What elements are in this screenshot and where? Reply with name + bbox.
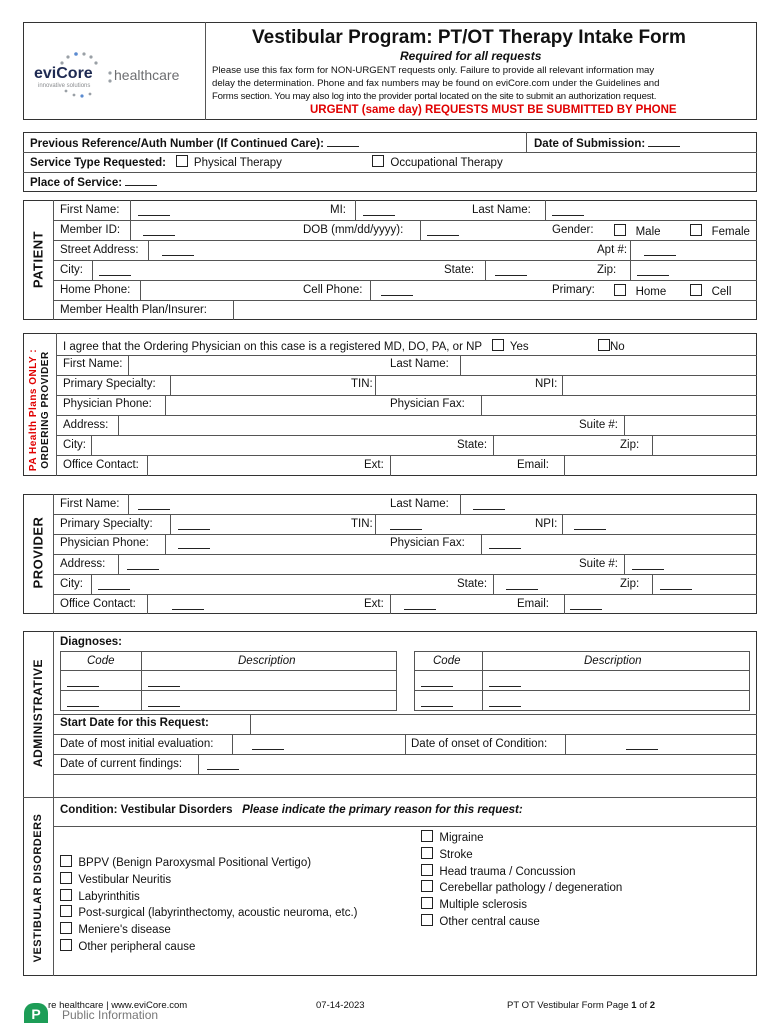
condition-stroke[interactable]	[421, 847, 622, 864]
footer-date: 07-14-2023	[316, 1000, 365, 1011]
menieres-label: Meniere's disease	[78, 924, 171, 937]
ord-phone-label: Physician Phone:	[63, 398, 152, 410]
logo-suffix: healthcare	[114, 67, 180, 83]
footer-page-prefix: PT OT Vestibular Form Page	[507, 1000, 632, 1011]
patient-gender-male	[614, 224, 661, 238]
other-peripheral-checkbox[interactable]	[60, 939, 72, 951]
post-surgical-label: Post-surgical (labyrinthectomy, acoustic neuroma, etc.)	[78, 907, 358, 920]
prov-tin-label: TIN:	[351, 518, 373, 530]
ord-ext-label: Ext:	[364, 459, 384, 471]
condition-other-peripheral[interactable]	[60, 939, 357, 956]
place-of-service-label: Place of Service:	[30, 177, 123, 189]
patient-mi-input[interactable]	[363, 205, 395, 216]
patient-dob-input[interactable]	[427, 225, 459, 236]
agree-yes-label: Yes	[509, 341, 529, 353]
patient-street-input[interactable]	[162, 245, 194, 256]
patient-gender-label: Gender:	[552, 224, 594, 236]
patient-cell-phone-input[interactable]	[381, 285, 413, 296]
submission-date-field[interactable]	[534, 136, 680, 150]
condition-head-trauma[interactable]	[421, 864, 622, 881]
prov-state-input[interactable]	[506, 579, 538, 590]
vestibular-section-label: VESTIBULAR DISORDERS	[32, 813, 44, 963]
logo-tagline: innovative solutions	[38, 83, 91, 89]
ord-email-label: Email:	[517, 459, 549, 471]
male-label: Male	[635, 226, 661, 238]
head-trauma-checkbox[interactable]	[421, 864, 433, 876]
dx-left-code-2[interactable]	[67, 696, 99, 707]
initial-eval-label: Date of most initial evaluation:	[60, 738, 214, 750]
ord-state-label: State:	[457, 439, 488, 451]
patient-gender-female	[690, 224, 750, 238]
head-trauma-label: Head trauma / Concussion	[439, 865, 576, 878]
ord-address-label: Address:	[63, 419, 109, 431]
patient-state-input[interactable]	[495, 265, 527, 276]
ordering-agree-row	[63, 339, 529, 353]
occupational-therapy-label: Occupational Therapy	[390, 157, 503, 169]
dx-right-code-header: Code	[433, 655, 461, 667]
onset-label: Date of onset of Condition:	[411, 738, 548, 750]
vestibular-neuritis-label: Vestibular Neuritis	[78, 873, 172, 886]
stroke-label: Stroke	[439, 848, 473, 861]
vestibular-heading	[60, 804, 523, 816]
place-of-service-field[interactable]	[30, 175, 157, 189]
male-checkbox[interactable]	[614, 224, 626, 236]
ord-suite-label: Suite #:	[579, 419, 618, 431]
agree-no-label: No	[610, 341, 625, 353]
prov-city-input[interactable]	[98, 579, 130, 590]
intro-line-1: Please use this fax form for NON-URGENT requests only. Failure to provide all relevant information may	[212, 65, 655, 76]
condition-cerebellar[interactable]	[421, 880, 622, 897]
agree-no-checkbox[interactable]	[598, 339, 610, 351]
patient-street-label: Street Address:	[60, 244, 139, 256]
urgent-notice: URGENT (same day) REQUESTS MUST BE SUBMITTED BY PHONE	[310, 104, 677, 116]
patient-zip-input[interactable]	[637, 265, 669, 276]
form-title: Vestibular Program: PT/OT Therapy Intake Form	[252, 27, 686, 48]
ot-option	[372, 155, 503, 169]
ord-npi-label: NPI:	[535, 378, 558, 390]
condition-migraine[interactable]	[421, 830, 622, 847]
prov-specialty-input[interactable]	[178, 519, 210, 530]
patient-member-id-input[interactable]	[143, 225, 175, 236]
prov-fax-label: Physician Fax:	[390, 537, 465, 549]
labyrinthitis-label: Labyrinthitis	[78, 890, 140, 903]
dx-left-code-header: Code	[87, 655, 115, 667]
prov-zip-label: Zip:	[620, 578, 640, 590]
ord-zip-label: Zip:	[620, 439, 640, 451]
public-information-label: Public Information	[62, 1008, 159, 1022]
current-findings-label: Date of current findings:	[60, 758, 183, 770]
patient-city-input[interactable]	[99, 265, 131, 276]
footer-page-total: 2	[649, 1000, 656, 1011]
home-label: Home	[635, 286, 667, 298]
start-date-label: Start Date for this Request:	[60, 717, 209, 729]
prov-last-name-input[interactable]	[473, 499, 505, 510]
prov-first-name-label: First Name:	[60, 498, 120, 510]
primary-cell-option	[690, 284, 731, 298]
onset-input[interactable]	[626, 739, 658, 750]
condition-other-central[interactable]	[421, 914, 622, 931]
ord-first-name-label: First Name:	[63, 358, 123, 370]
administrative-section-label: ADMINISTRATIVE	[31, 658, 45, 768]
ordering-provider-label: ORDERING PROVIDER	[40, 351, 51, 469]
patient-last-name-input[interactable]	[552, 205, 584, 216]
prov-city-label: City:	[60, 578, 83, 590]
prov-phone-input[interactable]	[178, 538, 210, 549]
prov-state-label: State:	[457, 578, 488, 590]
patient-plan-label: Member Health Plan/Insurer:	[60, 304, 208, 316]
footer-company: re healthcare | www.eviCore.com	[48, 1000, 188, 1011]
patient-apt-label: Apt #:	[597, 244, 628, 256]
peripheral-list	[60, 855, 357, 956]
prov-phone-label: Physician Phone:	[60, 537, 149, 549]
physical-therapy-checkbox[interactable]	[176, 155, 188, 167]
multiple-sclerosis-label: Multiple sclerosis	[439, 899, 527, 912]
footer-page-of: of	[636, 1000, 650, 1011]
condition-labyrinthitis[interactable]	[60, 889, 357, 906]
prov-suite-label: Suite #:	[579, 558, 618, 570]
ord-specialty-label: Primary Specialty:	[63, 378, 156, 390]
dx-right-description-header: Description	[584, 655, 642, 667]
ordering-side-label	[28, 340, 52, 480]
dx-left-desc-2[interactable]	[148, 696, 180, 707]
service-type-row	[30, 155, 282, 169]
home-checkbox[interactable]	[614, 284, 626, 296]
condition-post-surgical[interactable]	[60, 905, 357, 922]
prov-first-name-input[interactable]	[138, 499, 170, 510]
footer-page-num: 1	[631, 1000, 637, 1011]
patient-home-phone-label: Home Phone:	[60, 284, 131, 296]
vestibular-heading-italic: Please indicate the primary reason for this request:	[242, 804, 523, 816]
prov-address-input[interactable]	[127, 559, 159, 570]
multiple-sclerosis-checkbox[interactable]	[421, 897, 433, 909]
condition-bppv[interactable]	[60, 855, 357, 872]
patient-apt-input[interactable]	[644, 245, 676, 256]
diagnosis-table-right	[414, 651, 750, 711]
menieres-checkbox[interactable]	[60, 922, 72, 934]
ord-fax-label: Physician Fax:	[390, 398, 465, 410]
prev-ref-field[interactable]	[30, 136, 359, 150]
current-findings-input[interactable]	[207, 759, 239, 770]
service-type-label: Service Type Requested:	[30, 157, 166, 169]
submission-label: Date of Submission:	[534, 138, 646, 150]
vestibular-heading-bold: Condition: Vestibular Disorders	[60, 804, 233, 816]
prov-contact-input[interactable]	[172, 599, 204, 610]
prov-ext-input[interactable]	[404, 599, 436, 610]
patient-last-name-label: Last Name:	[472, 204, 531, 216]
pa-plans-only-label: PA Health Plans ONLY :	[28, 348, 39, 472]
condition-vestibular-neuritis[interactable]	[60, 872, 357, 889]
prov-ext-label: Ext:	[364, 598, 384, 610]
ord-tin-label: TIN:	[351, 378, 373, 390]
initial-eval-input[interactable]	[252, 739, 284, 750]
female-checkbox[interactable]	[690, 224, 702, 236]
dx-left-desc-1[interactable]	[148, 676, 180, 687]
prov-contact-label: Office Contact:	[60, 598, 136, 610]
patient-state-label: State:	[444, 264, 475, 276]
patient-cell-phone-label: Cell Phone:	[303, 284, 363, 296]
cell-label: Cell	[711, 286, 732, 298]
patient-primary-label: Primary:	[552, 284, 595, 296]
prov-specialty-label: Primary Specialty:	[60, 518, 153, 530]
cell-checkbox[interactable]	[690, 284, 702, 296]
female-label: Female	[711, 226, 750, 238]
prov-tin-input[interactable]	[390, 519, 422, 530]
stroke-checkbox[interactable]	[421, 847, 433, 859]
prov-npi-input[interactable]	[574, 519, 606, 530]
ord-city-label: City:	[63, 439, 86, 451]
logo	[34, 45, 199, 105]
patient-member-id-label: Member ID:	[60, 224, 121, 236]
patient-city-label: City:	[60, 264, 83, 276]
prov-npi-label: NPI:	[535, 518, 558, 530]
other-peripheral-label: Other peripheral cause	[78, 940, 196, 953]
diagnoses-label: Diagnoses:	[60, 636, 122, 648]
prov-fax-input[interactable]	[489, 538, 521, 549]
central-list	[421, 830, 622, 931]
dx-right-code-2[interactable]	[421, 696, 453, 707]
other-central-checkbox[interactable]	[421, 914, 433, 926]
prov-suite-input[interactable]	[632, 559, 664, 570]
footer-page	[507, 1000, 655, 1011]
dx-right-code-1[interactable]	[421, 676, 453, 687]
condition-menieres[interactable]	[60, 922, 357, 939]
prov-email-input[interactable]	[570, 599, 602, 610]
cerebellar-label: Cerebellar pathology / degeneration	[439, 882, 623, 895]
patient-dob-label: DOB (mm/dd/yyyy):	[303, 224, 404, 236]
primary-home-option	[614, 284, 666, 298]
bppv-label: BPPV (Benign Paroxysmal Positional Vertigo)	[78, 857, 312, 869]
provider-section-label: PROVIDER	[30, 516, 46, 589]
patient-section-label: PATIENT	[30, 230, 46, 289]
dx-right-desc-2[interactable]	[489, 696, 521, 707]
bppv-checkbox[interactable]	[60, 855, 72, 867]
prov-email-label: Email:	[517, 598, 549, 610]
condition-multiple-sclerosis[interactable]	[421, 897, 622, 914]
occupational-therapy-checkbox[interactable]	[372, 155, 384, 167]
prov-address-label: Address:	[60, 558, 106, 570]
prev-ref-label: Previous Reference/Auth Number (If Continued Care):	[30, 138, 324, 150]
patient-first-name-label: First Name:	[60, 204, 120, 216]
logo-brand: eviCore	[34, 65, 93, 82]
intro-line-2: delay the determination. Phone and fax numbers may be found on eviCore.com under the Guidelines and	[212, 78, 660, 89]
ord-contact-label: Office Contact:	[63, 459, 139, 471]
post-surgical-checkbox[interactable]	[60, 905, 72, 917]
patient-mi-label: MI:	[330, 204, 346, 216]
vestibular-neuritis-checkbox[interactable]	[60, 872, 72, 884]
prov-zip-input[interactable]	[660, 579, 692, 590]
dx-left-code-1[interactable]	[67, 676, 99, 687]
labyrinthitis-checkbox[interactable]	[60, 889, 72, 901]
agree-no-option	[598, 339, 625, 353]
intro-line-3: Forms section. You may also log into the provider portal located on the site to submit an authorization request.	[212, 91, 657, 102]
cerebellar-checkbox[interactable]	[421, 880, 433, 892]
migraine-label: Migraine	[439, 832, 484, 844]
dx-right-desc-1[interactable]	[489, 676, 521, 687]
ordering-agree-text: I agree that the Ordering Physician on this case is a registered MD, DO, PA, or NP	[63, 341, 483, 353]
other-central-label: Other central cause	[439, 915, 540, 928]
ord-last-name-label: Last Name:	[390, 358, 449, 370]
public-badge-letter: P	[31, 1006, 41, 1022]
prov-last-name-label: Last Name:	[390, 498, 449, 510]
agree-yes-checkbox[interactable]	[492, 339, 504, 351]
migraine-checkbox[interactable]	[421, 830, 433, 842]
patient-zip-label: Zip:	[597, 264, 617, 276]
form-subtitle: Required for all requests	[400, 49, 542, 63]
physical-therapy-label: Physical Therapy	[193, 157, 282, 169]
public-badge	[24, 1003, 48, 1023]
patient-first-name-input[interactable]	[138, 205, 170, 216]
dx-left-description-header: Description	[238, 655, 296, 667]
